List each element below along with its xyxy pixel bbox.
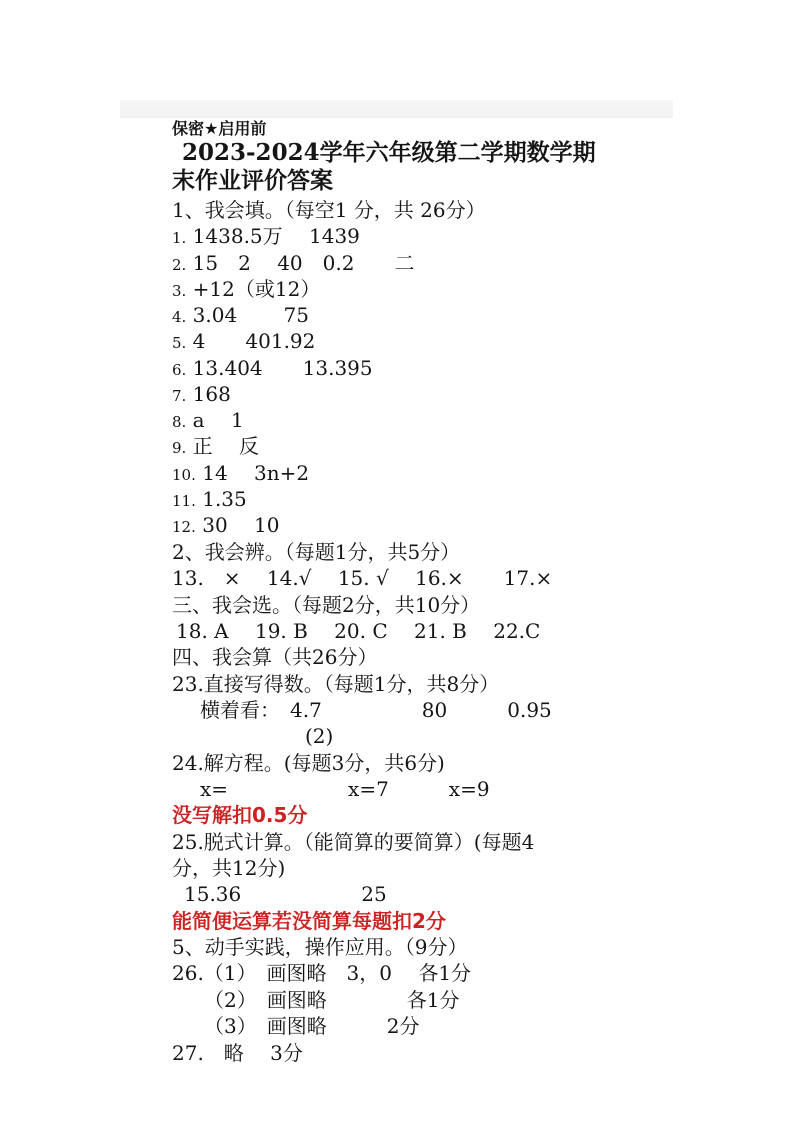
q24-deduction-note: 没写解扣0.5分 bbox=[172, 803, 308, 827]
list-item: 4. 3.04 75 bbox=[172, 303, 310, 327]
section3-heading: 三、我会选。（每题2分，共10分） bbox=[172, 593, 481, 617]
list-item: 3. +12（或12） bbox=[172, 277, 321, 301]
list-item: 9. 正 反 bbox=[172, 434, 260, 458]
q24-heading: 24.解方程。(每题3分，共6分) bbox=[172, 751, 445, 775]
list-item: 12. 30 10 bbox=[172, 513, 280, 537]
q23-answers: 横着看： 4.7 80 0.95 bbox=[200, 698, 552, 722]
q26-part2: （2） 画图略 各1分 bbox=[204, 988, 460, 1012]
list-item: 2. 15 2 40 0.2 二 bbox=[172, 251, 415, 275]
list-item: 6. 13.404 13.395 bbox=[172, 356, 373, 380]
section5-heading: 5、动手实践，操作应用。（9分） bbox=[172, 935, 468, 959]
list-item: 10. 14 3n+2 bbox=[172, 461, 310, 485]
q25-heading: 25.脱式计算。（能简算的要简算）(每题4 bbox=[172, 830, 535, 854]
q25-heading-cont: 分，共12分) bbox=[172, 856, 286, 880]
q27-answer: 27. 略 3分 bbox=[172, 1041, 303, 1065]
scan-top-band bbox=[120, 100, 673, 118]
section4-heading: 四、我会算（共26分） bbox=[172, 645, 378, 669]
list-item: 11. 1.35 bbox=[172, 487, 247, 511]
q26-part3: （3） 画图略 2分 bbox=[204, 1014, 420, 1038]
section2-heading: 2、我会辨。（每题1分，共5分） bbox=[172, 540, 461, 564]
q24-answers: x= x=7 x=9 bbox=[200, 777, 490, 801]
q25-deduction-note: 能简便运算若没简算每题扣2分 bbox=[172, 909, 446, 933]
q23-answers-row2: (2) bbox=[305, 724, 334, 748]
q23-heading: 23.直接写得数。（每题1分，共8分） bbox=[172, 672, 500, 696]
q25-answers: 15.36 25 bbox=[184, 882, 387, 906]
section2-answers: 13. × 14.√ 15. √ 16.× 17.× bbox=[172, 566, 553, 590]
title-line-2: 末作业评价答案 bbox=[172, 167, 333, 194]
list-item: 7. 168 bbox=[172, 382, 231, 406]
section1-heading: 1、我会填。（每空1 分，共 26分） bbox=[172, 198, 486, 222]
list-item: 1. 1438.5万 1439 bbox=[172, 224, 360, 248]
section3-answers: 18. A 19. B 20. C 21. B 22.C bbox=[176, 619, 541, 643]
list-item: 5. 4 401.92 bbox=[172, 329, 316, 353]
confidential-label: 保密★启用前 bbox=[172, 119, 267, 138]
q26-part1: 26.（1） 画图略 3，0 各1分 bbox=[172, 961, 472, 985]
title-line-1: 2023-2024学年六年级第二学期数学期 bbox=[182, 139, 596, 166]
list-item: 8. a 1 bbox=[172, 408, 244, 432]
